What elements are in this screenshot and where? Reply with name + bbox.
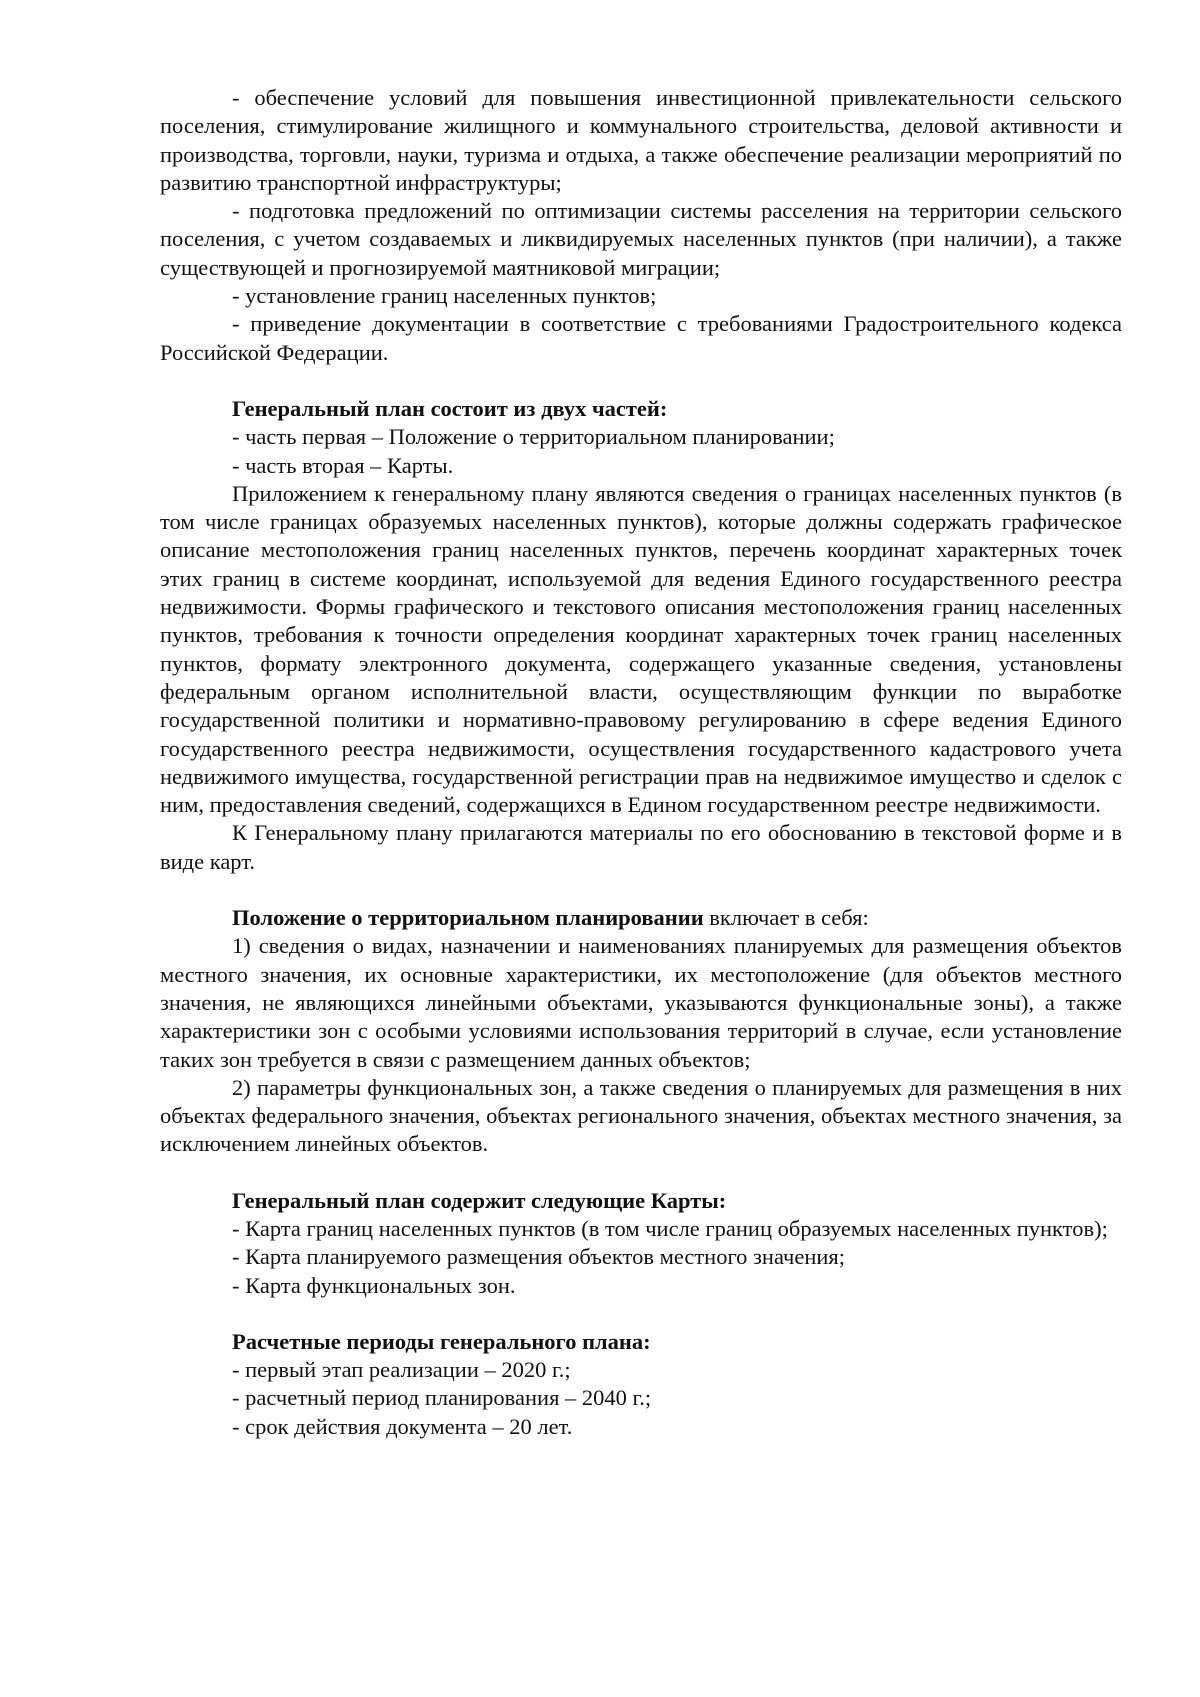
provision-heading-bold: Положение о территориальном планировании: [232, 905, 704, 931]
periods-heading: Расчетные периоды генерального плана:: [232, 1328, 651, 1354]
parts-section: [160, 395, 1122, 876]
periods-item-planning-period: - расчетный период планирования – 2040 г.;: [232, 1385, 652, 1411]
maps-item-borders: - Карта границ населенных пунктов (в том числе границ образуемых населенных пунктов);: [232, 1215, 1108, 1241]
provision-section: [160, 904, 1122, 1159]
parts-item-second: - часть вторая – Карты.: [232, 452, 454, 478]
provision-item-2: 2) параметры функциональных зон, а также сведения о планируемых для размещения в них объектах федерального значения, объектах регионального значения, объектах местного значения, за исключением линейных объектов.: [160, 1074, 1122, 1157]
periods-item-validity: - срок действия документа – 20 лет.: [232, 1413, 573, 1439]
maps-item-objects: - Карта планируемого размещения объектов местного значения;: [232, 1244, 846, 1270]
parts-materials-paragraph: К Генеральному плану прилагаются материалы по его обоснованию в текстовой форме и в виде карт.: [160, 820, 1122, 874]
intro-item-settlement: - подготовка предложений по оптимизации системы расселения на территории сельского поселения, с учетом создаваемых и ликвидируемых населенных пунктов (при наличии), а также существующей и прогнозируемой маятниковой миграции;: [160, 198, 1122, 280]
intro-item-borders: - установление границ населенных пунктов;: [232, 283, 657, 309]
maps-section: [160, 1187, 1122, 1300]
maps-item-zones: - Карта функциональных зон.: [232, 1272, 516, 1298]
provision-heading: [160, 904, 1122, 932]
provision-item-1: 1) сведения о видах, назначении и наименованиях планируемых для размещения объектов местного значения, их основные характеристики, их местоположение (для объектов местного значения, не являющихся линейными объектами, указываются функциональные зоны), а также характеристики зон с особыми условиями использования территорий в случае, если установление таких зон требуется в связи с размещением данных объектов;: [160, 933, 1122, 1072]
parts-heading: Генеральный план состоит из двух частей:: [232, 395, 668, 421]
provision-heading-rest: включает в себя:: [703, 905, 869, 931]
periods-section: [160, 1328, 1122, 1441]
document-page: [160, 84, 1122, 1441]
intro-item-investment: - обеспечение условий для повышения инвестиционной привлекательности сельского поселения, стимулирование жилищного и коммунального строительства, деловой активности и производства, торговли, науки, туризма и отдыха, а также обеспечение реализации мероприятий по развитию транспортной инфраструктуры;: [160, 85, 1122, 195]
periods-item-first-stage: - первый этап реализации – 2020 г.;: [232, 1357, 571, 1383]
parts-appendix-paragraph: Приложением к генеральному плану являются сведения о границах населенных пунктов (в том числе границах образуемых населенных пунктов), которые должны содержать графическое описание местоположения границ населенных пунктов, перечень координат характерных точек этих границ в системе координат, используемой для ведения Единого государственного реестра недвижимости. Формы графического и текстового описания местоположения границ населенных пунктов, требования к точности определения координат характерных точек границ населенных пунктов, формату электронного документа, содержащего указанные сведения, установлены федеральным органом исполнительной власти, осуществляющим функции по выработке государственной политики и нормативно-правовому регулированию в сфере ведения Единого государственного реестра недвижимости, осуществления государственного кадастрового учета недвижимого имущества, государственной регистрации прав на недвижимое имущество и сделок с ним, предоставления сведений, содержащихся в Едином государственном реестре недвижимости.: [160, 480, 1122, 818]
maps-heading: Генеральный план содержит следующие Карты:: [232, 1187, 727, 1213]
parts-item-first: - часть первая – Положение о территориальном планировании;: [232, 424, 835, 450]
intro-item-compliance: - приведение документации в соответствие с требованиями Градостроительного кодекса Российской Федерации.: [160, 311, 1122, 365]
intro-section: [160, 84, 1122, 367]
